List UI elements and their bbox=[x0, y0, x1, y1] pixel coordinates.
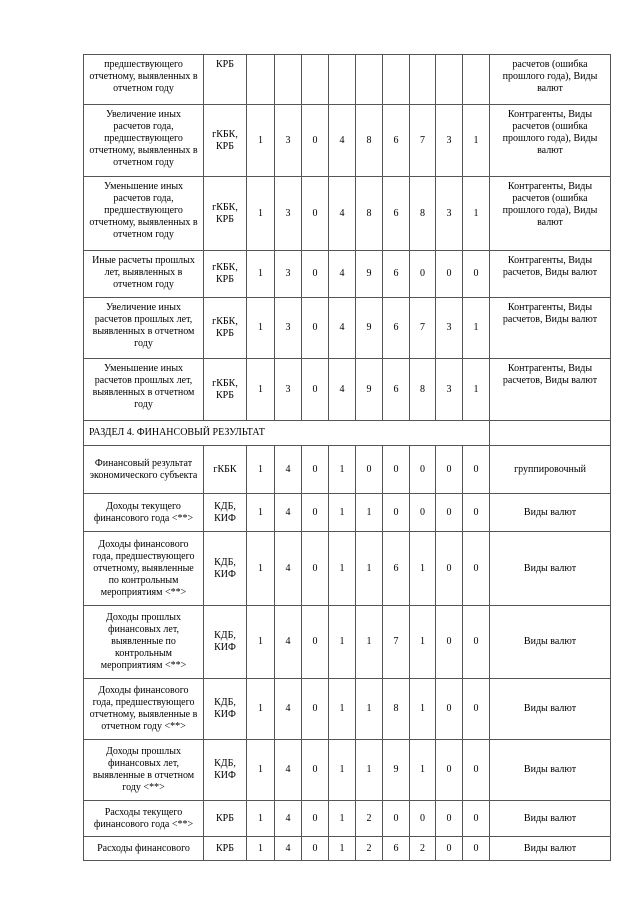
account-digit-cell: 1 bbox=[329, 494, 356, 532]
account-digit-cell: 1 bbox=[247, 532, 275, 606]
account-digit-cell: 0 bbox=[383, 446, 410, 494]
account-digit-cell: 1 bbox=[247, 606, 275, 679]
account-digit-cell: 3 bbox=[275, 251, 302, 298]
account-digit-cell: 1 bbox=[356, 494, 383, 532]
account-digit-cell: 3 bbox=[275, 177, 302, 251]
source-code-cell: КРБ bbox=[204, 55, 247, 105]
account-digit-cell: 2 bbox=[356, 801, 383, 837]
account-digit-cell: 3 bbox=[436, 177, 463, 251]
account-digit-cell: 9 bbox=[383, 740, 410, 801]
account-digit-cell: 0 bbox=[436, 801, 463, 837]
table-row bbox=[84, 298, 611, 359]
account-digit-cell: 0 bbox=[436, 494, 463, 532]
row-name-cell: Увеличение иных расчетов года, предшествующего отчетному, выявленных в отчетном году bbox=[84, 105, 204, 177]
account-digit-cell: 6 bbox=[383, 177, 410, 251]
row-name-cell: предшествующего отчетному, выявленных в отчетном году bbox=[84, 55, 204, 105]
account-digit-cell: 0 bbox=[463, 446, 490, 494]
account-digit-cell: 1 bbox=[356, 740, 383, 801]
account-digit-cell: 0 bbox=[356, 446, 383, 494]
section-row bbox=[84, 421, 611, 446]
account-digit-cell: 6 bbox=[383, 837, 410, 861]
row-name-cell: Увеличение иных расчетов прошлых лет, выявленных в отчетном году bbox=[84, 298, 204, 359]
account-digit-cell: 1 bbox=[356, 532, 383, 606]
account-digit-cell: 1 bbox=[410, 606, 436, 679]
table-row bbox=[84, 446, 611, 494]
account-digit-cell: 3 bbox=[436, 359, 463, 421]
account-digit-cell: 1 bbox=[410, 532, 436, 606]
row-name-cell: Доходы текущего финансового года <**> bbox=[84, 494, 204, 532]
source-code-cell: гКБК, КРБ bbox=[204, 177, 247, 251]
table-row bbox=[84, 251, 611, 298]
account-digit-cell: 1 bbox=[329, 801, 356, 837]
account-digit-cell: 0 bbox=[463, 532, 490, 606]
account-digit-cell: 4 bbox=[329, 177, 356, 251]
account-digit-cell: 1 bbox=[329, 532, 356, 606]
analytics-note-cell: Контрагенты, Виды расчетов, Виды валют bbox=[490, 359, 611, 421]
account-digit-cell bbox=[436, 55, 463, 105]
account-digit-cell: 0 bbox=[463, 494, 490, 532]
account-digit-cell: 0 bbox=[463, 606, 490, 679]
account-digit-cell: 4 bbox=[275, 740, 302, 801]
account-digit-cell: 8 bbox=[410, 177, 436, 251]
account-digit-cell: 1 bbox=[356, 679, 383, 740]
account-digit-cell: 0 bbox=[302, 532, 329, 606]
account-digit-cell: 1 bbox=[247, 494, 275, 532]
account-digit-cell: 0 bbox=[302, 251, 329, 298]
source-code-cell: гКБК, КРБ bbox=[204, 251, 247, 298]
account-digit-cell: 1 bbox=[463, 177, 490, 251]
account-digit-cell: 4 bbox=[275, 494, 302, 532]
table-row bbox=[84, 740, 611, 801]
account-digit-cell: 1 bbox=[329, 679, 356, 740]
table-body bbox=[84, 55, 611, 861]
empty-cell bbox=[490, 421, 611, 446]
analytics-note-cell: Виды валют bbox=[490, 837, 611, 861]
analytics-note-cell: Виды валют bbox=[490, 740, 611, 801]
account-digit-cell: 0 bbox=[436, 679, 463, 740]
account-digit-cell: 1 bbox=[463, 359, 490, 421]
account-digit-cell: 1 bbox=[247, 679, 275, 740]
account-digit-cell: 4 bbox=[275, 606, 302, 679]
account-digit-cell: 0 bbox=[302, 494, 329, 532]
row-name-cell: Доходы финансового года, предшествующего отчетному, выявленные по контрольным мероприятиям <**> bbox=[84, 532, 204, 606]
account-digit-cell: 7 bbox=[383, 606, 410, 679]
account-digit-cell: 0 bbox=[410, 251, 436, 298]
row-name-cell: Уменьшение иных расчетов прошлых лет, выявленных в отчетном году bbox=[84, 359, 204, 421]
source-code-cell: гКБК, КРБ bbox=[204, 105, 247, 177]
account-digit-cell: 8 bbox=[383, 679, 410, 740]
account-digit-cell: 1 bbox=[247, 837, 275, 861]
account-digit-cell bbox=[329, 55, 356, 105]
analytics-note-cell: Контрагенты, Виды расчетов, Виды валют bbox=[490, 298, 611, 359]
account-digit-cell: 0 bbox=[436, 837, 463, 861]
account-digit-cell: 0 bbox=[436, 740, 463, 801]
account-digit-cell: 1 bbox=[410, 679, 436, 740]
analytics-note-cell: Виды валют bbox=[490, 532, 611, 606]
account-digit-cell: 8 bbox=[356, 177, 383, 251]
row-name-cell: Расходы финансового bbox=[84, 837, 204, 861]
analytics-note-cell: Виды валют bbox=[490, 606, 611, 679]
source-code-cell: КДБ, КИФ bbox=[204, 606, 247, 679]
account-digit-cell: 1 bbox=[463, 105, 490, 177]
table-row bbox=[84, 105, 611, 177]
account-digit-cell: 7 bbox=[410, 105, 436, 177]
account-digit-cell: 1 bbox=[329, 837, 356, 861]
account-digit-cell: 3 bbox=[275, 298, 302, 359]
analytics-note-cell: Виды валют bbox=[490, 679, 611, 740]
account-digit-cell bbox=[463, 55, 490, 105]
account-digit-cell: 4 bbox=[329, 251, 356, 298]
account-digit-cell: 0 bbox=[410, 494, 436, 532]
account-digit-cell: 4 bbox=[275, 446, 302, 494]
source-code-cell: гКБК, КРБ bbox=[204, 298, 247, 359]
source-code-cell: гКБК, КРБ bbox=[204, 359, 247, 421]
account-digit-cell: 4 bbox=[275, 801, 302, 837]
source-code-cell: КДБ, КИФ bbox=[204, 740, 247, 801]
account-digit-cell: 0 bbox=[302, 298, 329, 359]
account-digit-cell: 0 bbox=[302, 801, 329, 837]
table-row bbox=[84, 359, 611, 421]
account-digit-cell: 0 bbox=[463, 679, 490, 740]
account-digit-cell: 2 bbox=[356, 837, 383, 861]
source-code-cell: КДБ, КИФ bbox=[204, 532, 247, 606]
account-digit-cell: 3 bbox=[275, 105, 302, 177]
account-digit-cell: 0 bbox=[463, 801, 490, 837]
row-name-cell: Расходы текущего финансового года <**> bbox=[84, 801, 204, 837]
account-digit-cell: 4 bbox=[329, 105, 356, 177]
account-digit-cell: 4 bbox=[275, 837, 302, 861]
table-row bbox=[84, 532, 611, 606]
row-name-cell: Уменьшение иных расчетов года, предшествующего отчетному, выявленных в отчетном году bbox=[84, 177, 204, 251]
account-digit-cell: 6 bbox=[383, 298, 410, 359]
account-digit-cell: 3 bbox=[275, 359, 302, 421]
account-digit-cell: 6 bbox=[383, 532, 410, 606]
account-digit-cell bbox=[410, 55, 436, 105]
table-row bbox=[84, 494, 611, 532]
row-name-cell: Финансовый результат экономического субъекта bbox=[84, 446, 204, 494]
account-digit-cell: 6 bbox=[383, 251, 410, 298]
account-digit-cell: 0 bbox=[410, 801, 436, 837]
account-digit-cell: 4 bbox=[275, 679, 302, 740]
account-digit-cell: 0 bbox=[302, 359, 329, 421]
account-digit-cell bbox=[275, 55, 302, 105]
account-digit-cell: 1 bbox=[463, 298, 490, 359]
account-digit-cell: 0 bbox=[302, 740, 329, 801]
account-digit-cell: 1 bbox=[247, 105, 275, 177]
account-digit-cell: 1 bbox=[247, 359, 275, 421]
account-digit-cell: 0 bbox=[383, 801, 410, 837]
account-digit-cell: 1 bbox=[247, 298, 275, 359]
account-digit-cell: 4 bbox=[329, 298, 356, 359]
source-code-cell: КРБ bbox=[204, 837, 247, 861]
account-digit-cell: 8 bbox=[356, 105, 383, 177]
account-digit-cell: 0 bbox=[436, 606, 463, 679]
account-digit-cell: 6 bbox=[383, 359, 410, 421]
account-digit-cell: 9 bbox=[356, 251, 383, 298]
document-table bbox=[83, 54, 611, 861]
row-name-cell: Иные расчеты прошлых лет, выявленных в отчетном году bbox=[84, 251, 204, 298]
account-digit-cell: 0 bbox=[410, 446, 436, 494]
analytics-note-cell: расчетов (ошибка прошлого года), Виды валют bbox=[490, 55, 611, 105]
account-digit-cell: 3 bbox=[436, 105, 463, 177]
account-digit-cell: 1 bbox=[329, 606, 356, 679]
account-digit-cell: 0 bbox=[302, 105, 329, 177]
account-digit-cell: 1 bbox=[410, 740, 436, 801]
account-digit-cell: 6 bbox=[383, 105, 410, 177]
account-digit-cell: 0 bbox=[302, 606, 329, 679]
account-digit-cell: 1 bbox=[329, 446, 356, 494]
account-digit-cell: 0 bbox=[463, 740, 490, 801]
account-digit-cell: 0 bbox=[302, 446, 329, 494]
analytics-note-cell: Контрагенты, Виды расчетов, Виды валют bbox=[490, 251, 611, 298]
row-name-cell: Доходы прошлых финансовых лет, выявленные в отчетном году <**> bbox=[84, 740, 204, 801]
account-digit-cell: 0 bbox=[436, 532, 463, 606]
account-digit-cell: 8 bbox=[410, 359, 436, 421]
account-digit-cell: 1 bbox=[247, 740, 275, 801]
row-name-cell: Доходы финансового года, предшествующего отчетному, выявленные в отчетном году <**> bbox=[84, 679, 204, 740]
table-row bbox=[84, 177, 611, 251]
account-digit-cell: 9 bbox=[356, 298, 383, 359]
source-code-cell: КДБ, КИФ bbox=[204, 679, 247, 740]
account-digit-cell bbox=[383, 55, 410, 105]
account-digit-cell: 2 bbox=[410, 837, 436, 861]
source-code-cell: гКБК bbox=[204, 446, 247, 494]
table-row bbox=[84, 55, 611, 105]
analytics-note-cell: Контрагенты, Виды расчетов (ошибка прошлого года), Виды валют bbox=[490, 105, 611, 177]
account-digit-cell bbox=[302, 55, 329, 105]
account-digit-cell: 0 bbox=[463, 837, 490, 861]
account-digit-cell: 9 bbox=[356, 359, 383, 421]
analytics-note-cell: Виды валют bbox=[490, 801, 611, 837]
source-code-cell: КДБ, КИФ bbox=[204, 494, 247, 532]
row-name-cell: Доходы прошлых финансовых лет, выявленные по контрольным мероприятиям <**> bbox=[84, 606, 204, 679]
account-digit-cell: 1 bbox=[329, 740, 356, 801]
account-digit-cell: 1 bbox=[247, 801, 275, 837]
account-digit-cell: 1 bbox=[247, 177, 275, 251]
table-row bbox=[84, 679, 611, 740]
account-digit-cell: 0 bbox=[302, 837, 329, 861]
account-digit-cell: 0 bbox=[302, 679, 329, 740]
account-digit-cell: 4 bbox=[329, 359, 356, 421]
table-row bbox=[84, 606, 611, 679]
account-digit-cell bbox=[247, 55, 275, 105]
account-digit-cell bbox=[356, 55, 383, 105]
account-digit-cell: 4 bbox=[275, 532, 302, 606]
source-code-cell: КРБ bbox=[204, 801, 247, 837]
account-digit-cell: 3 bbox=[436, 298, 463, 359]
account-digit-cell: 0 bbox=[302, 177, 329, 251]
account-digit-cell: 0 bbox=[463, 251, 490, 298]
account-digit-cell: 0 bbox=[383, 494, 410, 532]
section-title: РАЗДЕЛ 4. ФИНАНСОВЫЙ РЕЗУЛЬТАТ bbox=[84, 421, 490, 446]
analytics-note-cell: Контрагенты, Виды расчетов (ошибка прошлого года), Виды валют bbox=[490, 177, 611, 251]
account-digit-cell: 0 bbox=[436, 446, 463, 494]
account-digit-cell: 1 bbox=[247, 251, 275, 298]
table-row bbox=[84, 801, 611, 837]
account-digit-cell: 7 bbox=[410, 298, 436, 359]
account-digit-cell: 1 bbox=[356, 606, 383, 679]
account-digit-cell: 0 bbox=[436, 251, 463, 298]
account-digit-cell: 1 bbox=[247, 446, 275, 494]
table-row bbox=[84, 837, 611, 861]
analytics-note-cell: Виды валют bbox=[490, 494, 611, 532]
analytics-note-cell: группировочный bbox=[490, 446, 611, 494]
